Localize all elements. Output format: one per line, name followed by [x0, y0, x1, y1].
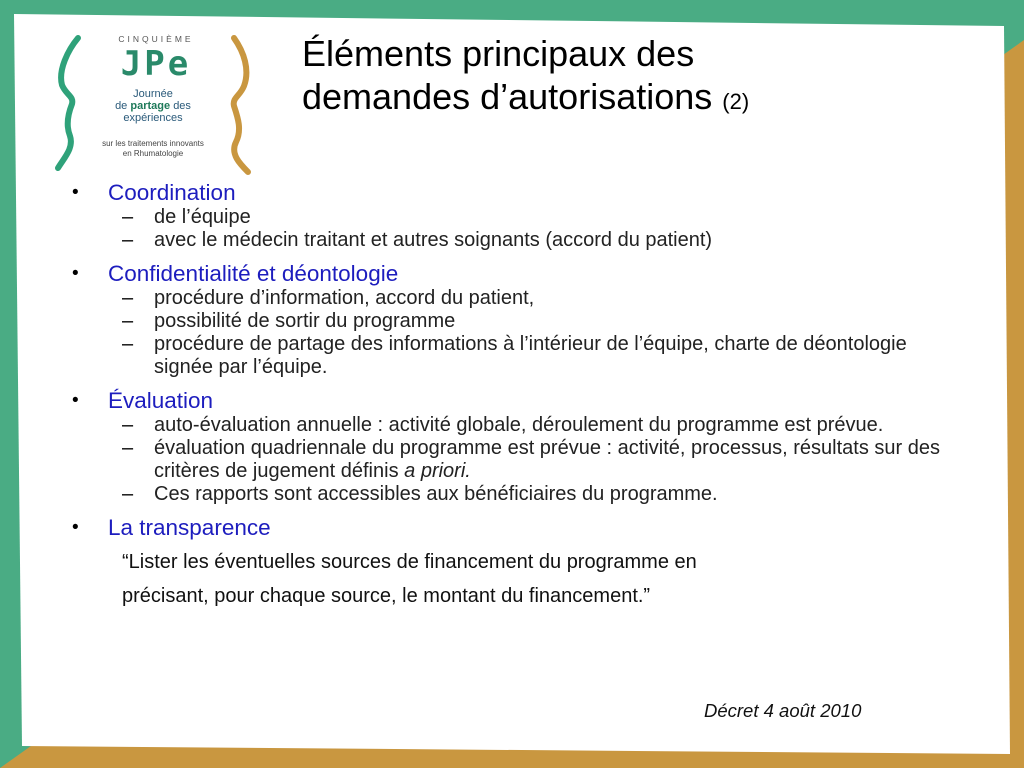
sub-item: – possibilité de sortir du programme [122, 310, 456, 332]
jpe-logo [48, 30, 258, 180]
title-line-1: Éléments principaux des [302, 33, 695, 74]
logo-edition: CINQUIÈME [118, 34, 194, 44]
logo-subtitle-2: en Rhumatologie [122, 149, 184, 158]
sub-item: – évaluation quadriennale du programme est prévue : activité, processus, résultats sur des critères de jugement définis a priori. [122, 437, 940, 482]
slide-body [70, 176, 980, 613]
italic-term: a priori. [404, 460, 471, 482]
decree-reference: Décret 4 août 2010 [704, 700, 862, 721]
sub-item: – de l’équipe [122, 206, 251, 228]
title-line-2: demandes d’autorisations (2) [302, 76, 750, 117]
sub-item: – procédure de partage des informations à l’intérieur de l’équipe, charte de déontologie signée par l’équipe. [122, 333, 907, 378]
title-suffix: (2) [722, 89, 750, 114]
bullet-transparence: • La transparence [72, 515, 271, 540]
logo-line-3: expériences [123, 112, 183, 124]
bullet-evaluation: • Évaluation [72, 388, 214, 413]
logo-line-2: de partage des [115, 100, 191, 112]
sub-item: – avec le médecin traitant et autres soignants (accord du patient) [122, 229, 713, 251]
quote-line-1: “Lister les éventuelles sources de financement du programme en [122, 551, 697, 573]
bullet-coordination: • Coordination [72, 180, 236, 205]
sub-item: – auto-évaluation annuelle : activité globale, déroulement du programme est prévue. [122, 414, 884, 436]
logo-mark: JPe [120, 44, 192, 84]
decree-quote [70, 545, 980, 613]
sub-item: – Ces rapports sont accessibles aux bénéficiaires du programme. [122, 483, 718, 505]
slide-title [302, 32, 942, 123]
logo-line-1: Journée [133, 88, 173, 100]
quote-line-2: précisant, pour chaque source, le montant du financement.” [122, 585, 651, 607]
bullet-confidentialite: • Confidentialité et déontologie [72, 261, 399, 286]
logo-subtitle-1: sur les traitements innovants [102, 139, 204, 148]
sub-item: – procédure d’information, accord du patient, [122, 287, 535, 309]
